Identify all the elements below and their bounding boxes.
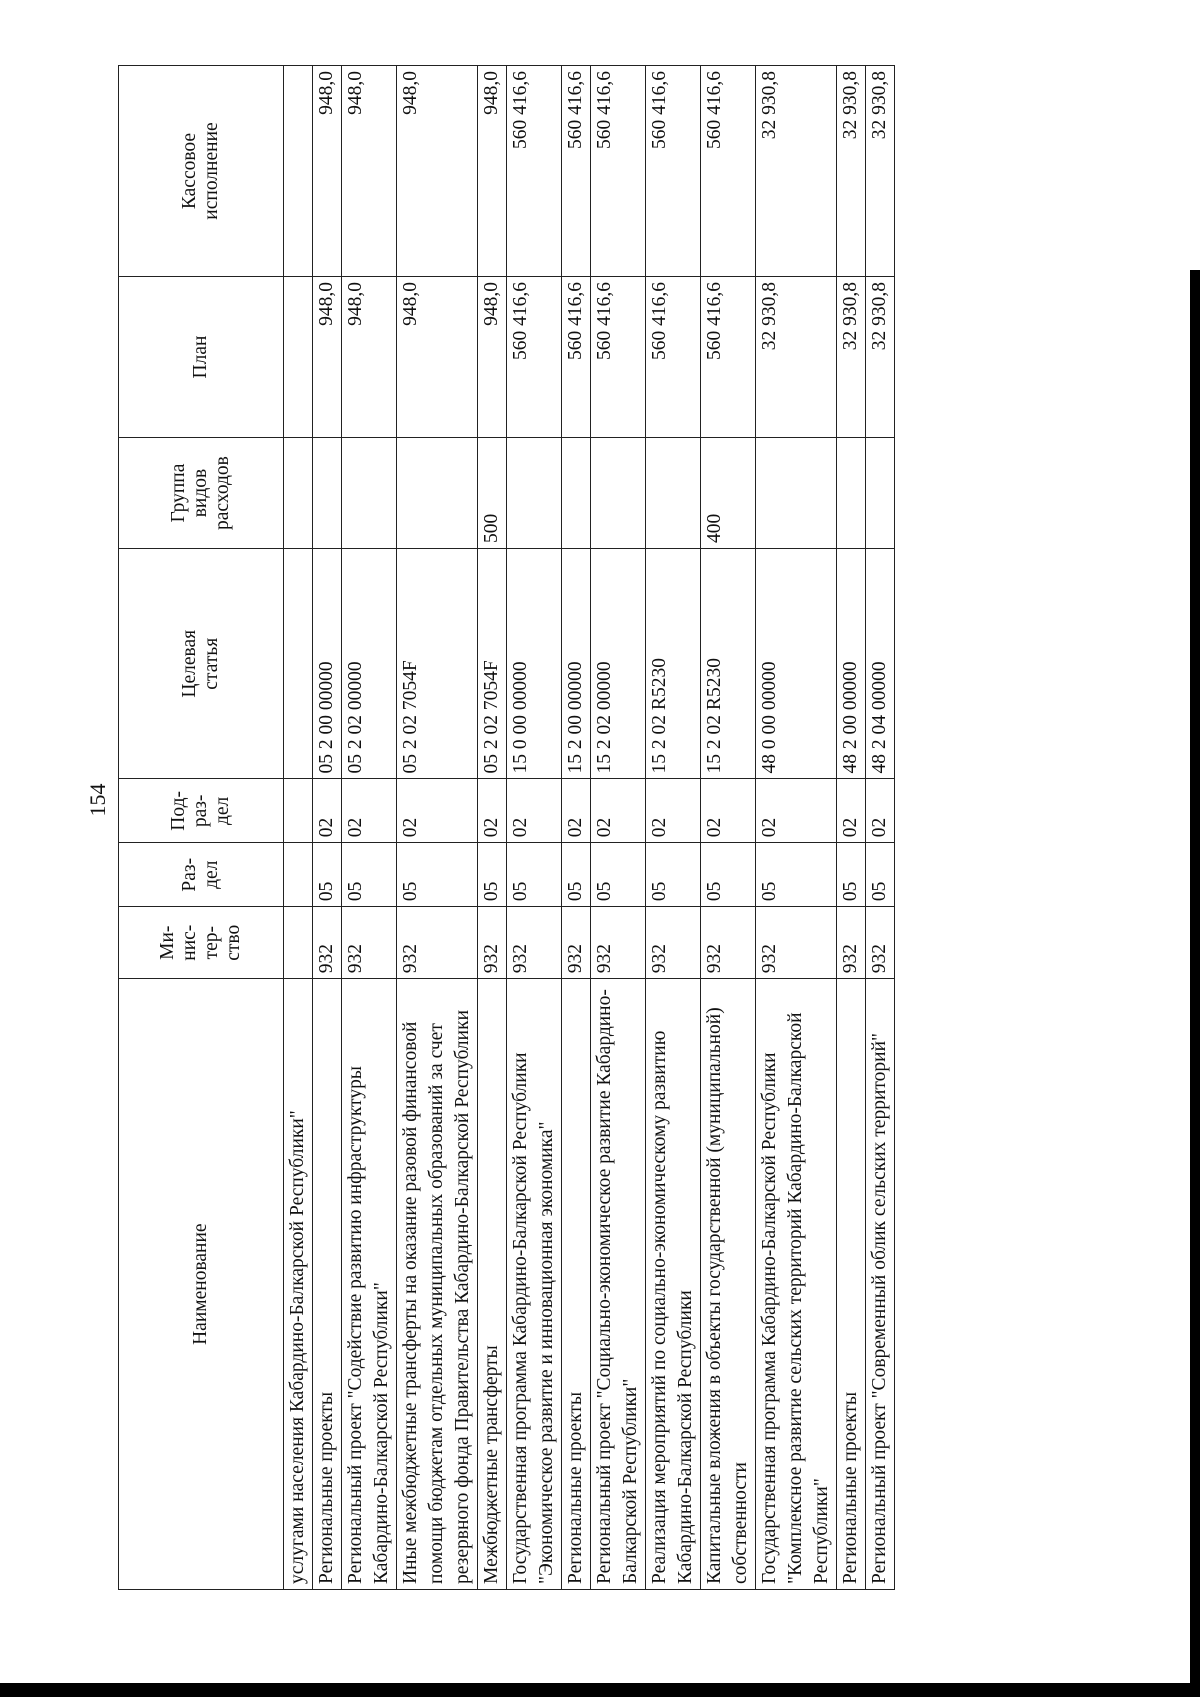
- row-cash: 560 416,6: [562, 66, 591, 277]
- scan-border-bottom: [0, 1683, 1200, 1697]
- row-cash: 560 416,6: [591, 66, 646, 277]
- row-section: 05: [756, 843, 837, 907]
- row-plan: 32 930,8: [837, 277, 866, 438]
- table-row: [646, 66, 701, 1590]
- header-target: Целевая статья: [119, 549, 284, 779]
- row-group: [646, 438, 701, 549]
- row-group: [591, 438, 646, 549]
- row-ministry: [284, 907, 313, 979]
- row-cash: 948,0: [397, 66, 478, 277]
- header-ministry: Ми- нис- тер- ство: [119, 907, 284, 979]
- row-subsection: 02: [837, 779, 866, 843]
- row-cash: 948,0: [342, 66, 397, 277]
- table-header-row: [119, 66, 284, 1590]
- row-target: 05 2 02 00000: [342, 549, 397, 779]
- row-cash: 948,0: [478, 66, 507, 277]
- row-group: 500: [478, 438, 507, 549]
- row-target: 15 2 02 R5230: [646, 549, 701, 779]
- row-ministry: 932: [756, 907, 837, 979]
- row-target: 48 2 04 00000: [866, 549, 895, 779]
- row-section: 05: [342, 843, 397, 907]
- table-row: [701, 66, 756, 1590]
- page-number: 154: [85, 783, 110, 817]
- row-section: 05: [646, 843, 701, 907]
- row-plan: 948,0: [313, 277, 342, 438]
- row-group: [837, 438, 866, 549]
- row-section: 05: [701, 843, 756, 907]
- row-group: [313, 438, 342, 549]
- row-ministry: 932: [397, 907, 478, 979]
- row-subsection: 02: [313, 779, 342, 843]
- header-group: Группа видов расходов: [119, 438, 284, 549]
- row-ministry: 932: [478, 907, 507, 979]
- row-name: Межбюджетные трансферты: [478, 979, 507, 1590]
- row-cash: 948,0: [313, 66, 342, 277]
- row-group: [562, 438, 591, 549]
- table-row: [342, 66, 397, 1590]
- row-name: Региональные проекты: [313, 979, 342, 1590]
- row-ministry: 932: [591, 907, 646, 979]
- row-target: 15 0 00 00000: [507, 549, 562, 779]
- row-name: Капитальные вложения в объекты государственной (муниципальной) собственности: [701, 979, 756, 1590]
- row-cash: 32 930,8: [837, 66, 866, 277]
- table-body: [284, 66, 895, 1590]
- row-subsection: 02: [591, 779, 646, 843]
- row-name: Региональный проект "Социально-экономическое развитие Кабардино-Балкарской Республики": [591, 979, 646, 1590]
- row-plan: 560 416,6: [591, 277, 646, 438]
- row-group: 400: [701, 438, 756, 549]
- row-group: [342, 438, 397, 549]
- row-section: 05: [562, 843, 591, 907]
- row-target: [284, 549, 313, 779]
- row-subsection: 02: [646, 779, 701, 843]
- row-section: 05: [591, 843, 646, 907]
- row-subsection: 02: [507, 779, 562, 843]
- row-section: 05: [866, 843, 895, 907]
- row-ministry: 932: [701, 907, 756, 979]
- row-subsection: 02: [701, 779, 756, 843]
- table-row: [562, 66, 591, 1590]
- row-subsection: 02: [562, 779, 591, 843]
- row-target: 15 2 02 00000: [591, 549, 646, 779]
- row-name: Иные межбюджетные трансферты на оказание разовой финансовой помощи бюджетам отдельных муниципальных образований за счет резервного фонда Правительства Кабардино-Балкарской Республики: [397, 979, 478, 1590]
- row-subsection: 02: [342, 779, 397, 843]
- table-row: [478, 66, 507, 1590]
- row-target: 48 2 00 00000: [837, 549, 866, 779]
- row-cash: 560 416,6: [701, 66, 756, 277]
- row-plan: 948,0: [478, 277, 507, 438]
- row-plan: 560 416,6: [646, 277, 701, 438]
- row-ministry: 932: [313, 907, 342, 979]
- row-cash: 560 416,6: [507, 66, 562, 277]
- budget-table: [118, 65, 895, 1590]
- row-group: [507, 438, 562, 549]
- header-plan: План: [119, 277, 284, 438]
- row-subsection: [284, 779, 313, 843]
- row-plan: 948,0: [342, 277, 397, 438]
- header-section: Раз- дел: [119, 843, 284, 907]
- row-plan: 32 930,8: [756, 277, 837, 438]
- header-name: Наименование: [119, 979, 284, 1590]
- row-plan: 560 416,6: [562, 277, 591, 438]
- row-ministry: 932: [866, 907, 895, 979]
- row-name: Государственная программа Кабардино-Балкарской Республики "Экономическое развитие и инновационная экономика": [507, 979, 562, 1590]
- row-subsection: 02: [866, 779, 895, 843]
- row-target: 05 2 02 7054F: [478, 549, 507, 779]
- row-subsection: 02: [397, 779, 478, 843]
- row-cash: 560 416,6: [646, 66, 701, 277]
- row-ministry: 932: [342, 907, 397, 979]
- row-name: Региональный проект "Современный облик сельских территорий": [866, 979, 895, 1590]
- row-cash: [284, 66, 313, 277]
- row-target: 05 2 02 7054F: [397, 549, 478, 779]
- row-target: 15 2 00 00000: [562, 549, 591, 779]
- row-section: [284, 843, 313, 907]
- header-cash: Кассовое исполнение: [119, 66, 284, 277]
- row-ministry: 932: [837, 907, 866, 979]
- row-plan: 560 416,6: [701, 277, 756, 438]
- row-section: 05: [397, 843, 478, 907]
- row-section: 05: [313, 843, 342, 907]
- row-plan: [284, 277, 313, 438]
- row-ministry: 932: [507, 907, 562, 979]
- row-section: 05: [478, 843, 507, 907]
- table-row: [866, 66, 895, 1590]
- row-plan: 560 416,6: [507, 277, 562, 438]
- row-cash: 32 930,8: [756, 66, 837, 277]
- table-row: [837, 66, 866, 1590]
- row-name: Региональный проект "Содействие развитию инфраструктуры Кабардино-Балкарской Республики": [342, 979, 397, 1590]
- row-target: 05 2 00 00000: [313, 549, 342, 779]
- row-name: услугами населения Кабардино-Балкарской Республики": [284, 979, 313, 1590]
- row-group: [284, 438, 313, 549]
- table-row: [756, 66, 837, 1590]
- row-target: 48 0 00 00000: [756, 549, 837, 779]
- row-name: Региональные проекты: [562, 979, 591, 1590]
- row-section: 05: [837, 843, 866, 907]
- row-plan: 948,0: [397, 277, 478, 438]
- row-plan: 32 930,8: [866, 277, 895, 438]
- row-name: Государственная программа Кабардино-Балкарской Республики "Комплексное развитие сельских территорий Кабардино-Балкарской Республики": [756, 979, 837, 1590]
- table-row: [313, 66, 342, 1590]
- row-subsection: 02: [756, 779, 837, 843]
- row-group: [397, 438, 478, 549]
- row-ministry: 932: [562, 907, 591, 979]
- row-name: Реализация мероприятий по социально-экономическому развитию Кабардино-Балкарской Республики: [646, 979, 701, 1590]
- header-subsection: Под- раз- дел: [119, 779, 284, 843]
- table-row: [591, 66, 646, 1590]
- scan-border-right: [1190, 270, 1200, 1697]
- row-ministry: 932: [646, 907, 701, 979]
- rotated-page: [118, 65, 1056, 1590]
- table-row: [507, 66, 562, 1590]
- row-section: 05: [507, 843, 562, 907]
- row-target: 15 2 02 R5230: [701, 549, 756, 779]
- row-group: [756, 438, 837, 549]
- table-row: [284, 66, 313, 1590]
- row-group: [866, 438, 895, 549]
- row-cash: 32 930,8: [866, 66, 895, 277]
- row-name: Региональные проекты: [837, 979, 866, 1590]
- row-subsection: 02: [478, 779, 507, 843]
- table-row: [397, 66, 478, 1590]
